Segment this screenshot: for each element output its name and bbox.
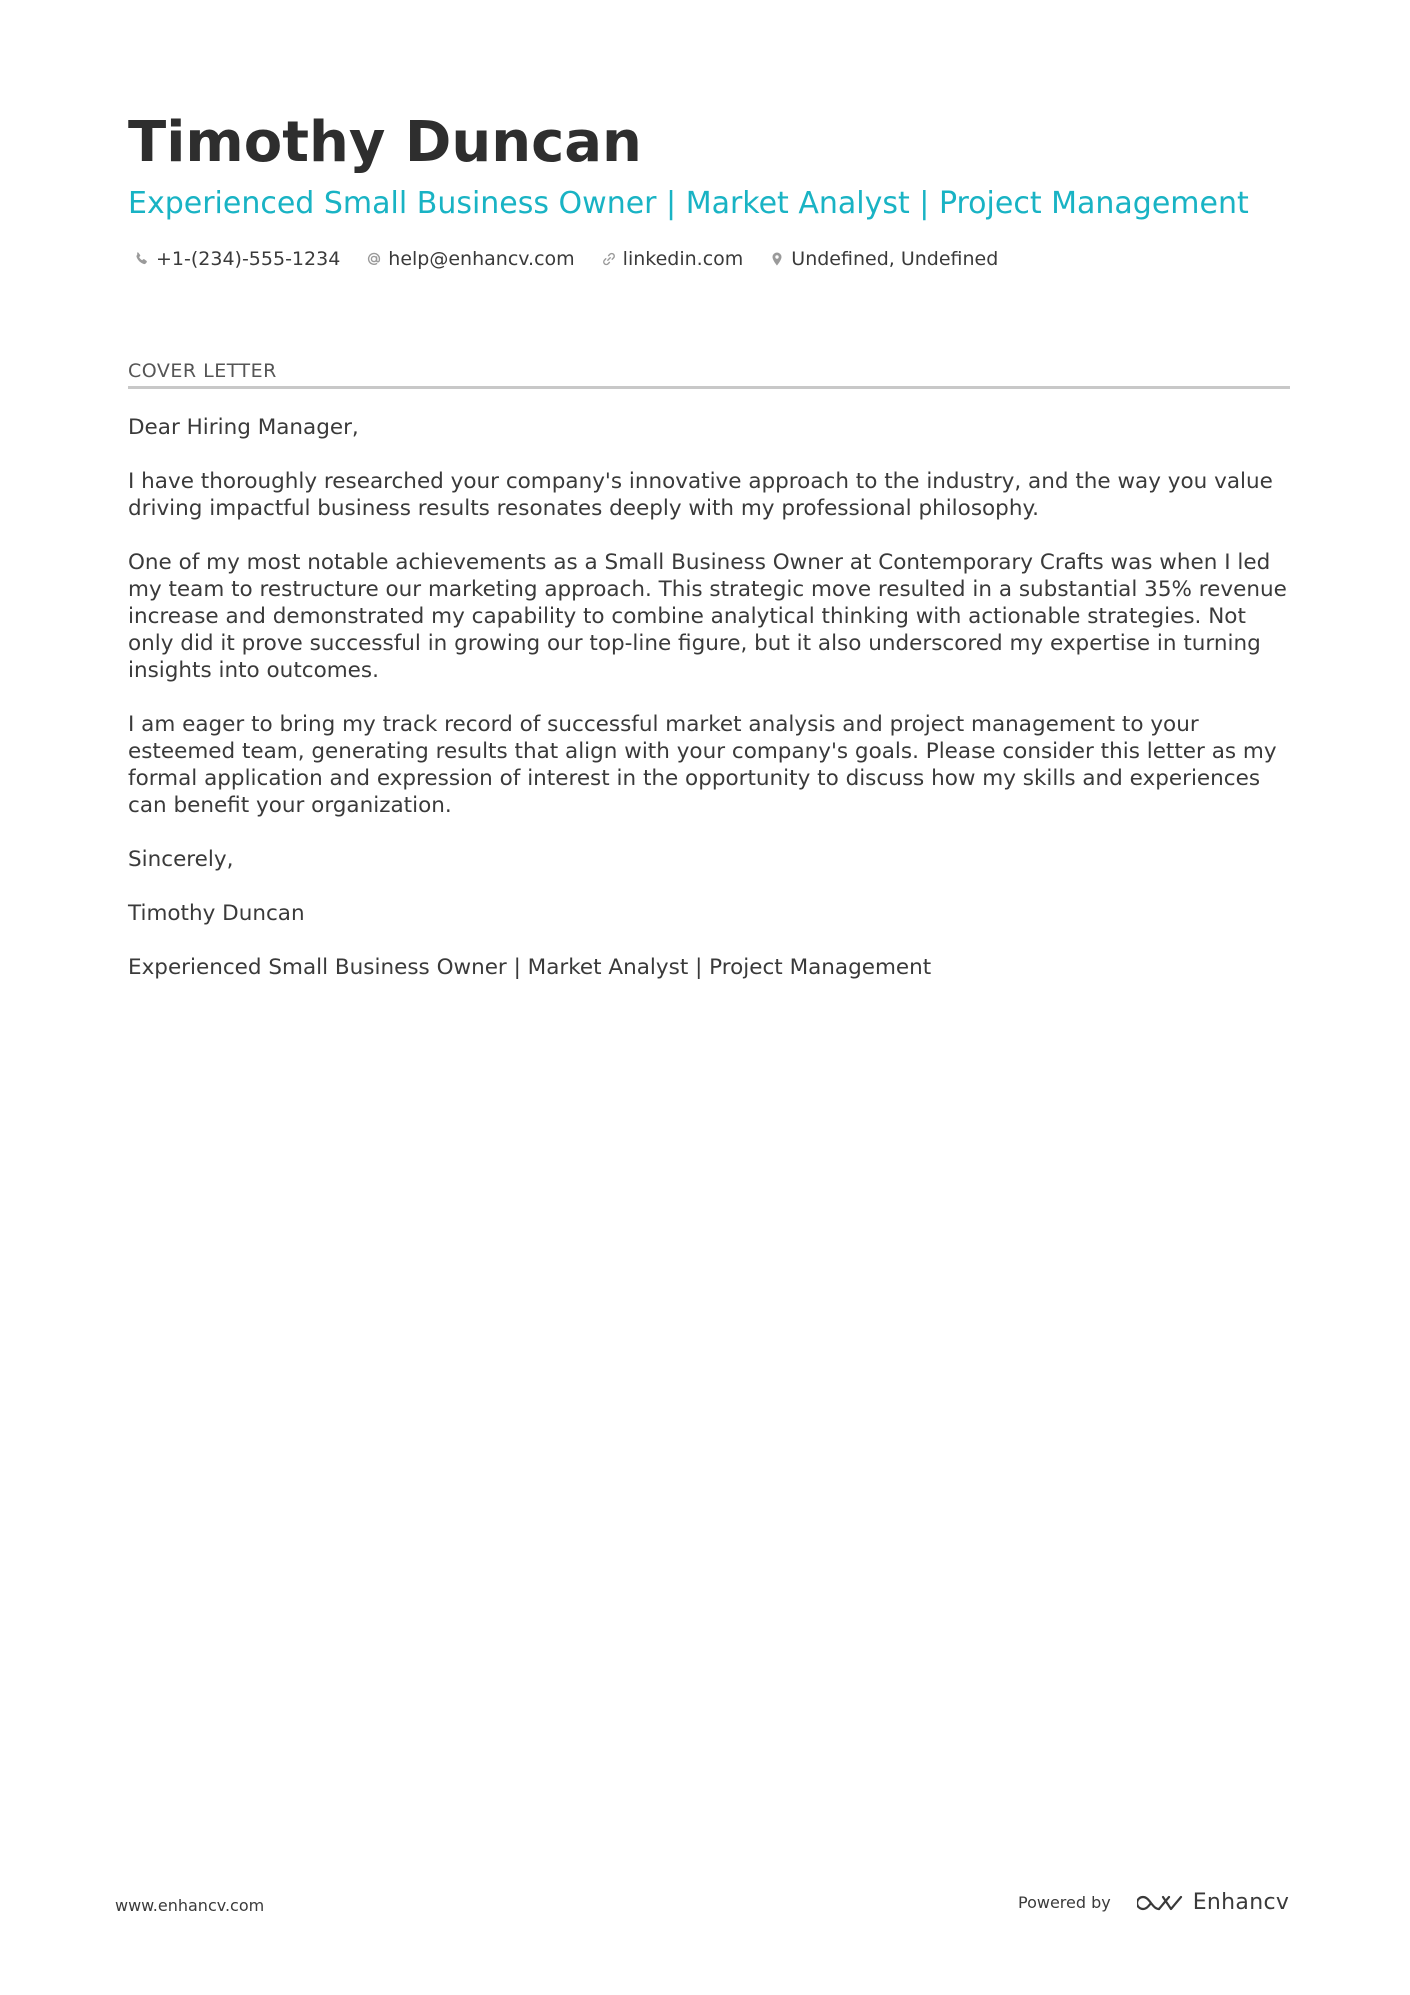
contact-phone bbox=[134, 248, 340, 270]
contact-location bbox=[769, 248, 998, 270]
footer-website-link[interactable]: www.enhancv.com bbox=[115, 1896, 265, 1915]
letter-paragraph: I have thoroughly researched your company's innovative approach to the industry, and the way you value driving impactful business results resonates deeply with my professional philosophy. bbox=[128, 469, 1273, 521]
powered-by-label: Powered by bbox=[1018, 1893, 1111, 1912]
letter-greeting: Dear Hiring Manager, bbox=[128, 415, 359, 440]
signature-title: Experienced Small Business Owner | Market Analyst | Project Management bbox=[128, 955, 932, 980]
phone-text: +1-(234)-555-1234 bbox=[156, 248, 341, 270]
letter-body bbox=[128, 414, 1298, 1008]
link-text: linkedin.com bbox=[622, 248, 744, 270]
candidate-headline: Experienced Small Business Owner | Market Analyst | Project Management bbox=[128, 186, 1249, 221]
link-icon bbox=[601, 251, 617, 267]
contact-link bbox=[601, 248, 744, 270]
phone-icon bbox=[134, 251, 150, 267]
candidate-name: Timothy Duncan bbox=[128, 110, 642, 175]
at-sign-icon bbox=[366, 251, 382, 267]
email-text: help@enhancv.com bbox=[388, 248, 575, 270]
letter-paragraph: One of my most notable achievements as a Small Business Owner at Contemporary Crafts was when I led my team to restructure our marketing approach. This strategic move resulted in a substantial 35% revenue increase and demonstrated my capability to combine analytical thinking with actionable strategies. Not only did it prove successful in growing our top-line figure, but it also underscored my expertise in turning insights into outcomes. bbox=[128, 550, 1287, 683]
brand-name: Enhancv bbox=[1192, 1890, 1290, 1915]
location-pin-icon bbox=[769, 251, 785, 267]
contact-email bbox=[366, 248, 574, 270]
letter-closing: Sincerely, bbox=[128, 847, 234, 872]
footer-branding bbox=[1018, 1890, 1289, 1915]
contact-bar bbox=[134, 248, 1024, 270]
enhancv-logo-icon bbox=[1137, 1891, 1183, 1915]
signature-name: Timothy Duncan bbox=[128, 901, 305, 926]
letter-paragraph: I am eager to bring my track record of successful market analysis and project management to your esteemed team, generating results that align with your company's goals. Please consider this letter as my formal application and expression of interest in the opportunity to discuss how my skills and experiences can benefit your organization. bbox=[128, 712, 1277, 818]
section-title-cover-letter: COVER LETTER bbox=[128, 360, 1290, 389]
location-text: Undefined, Undefined bbox=[791, 248, 999, 270]
